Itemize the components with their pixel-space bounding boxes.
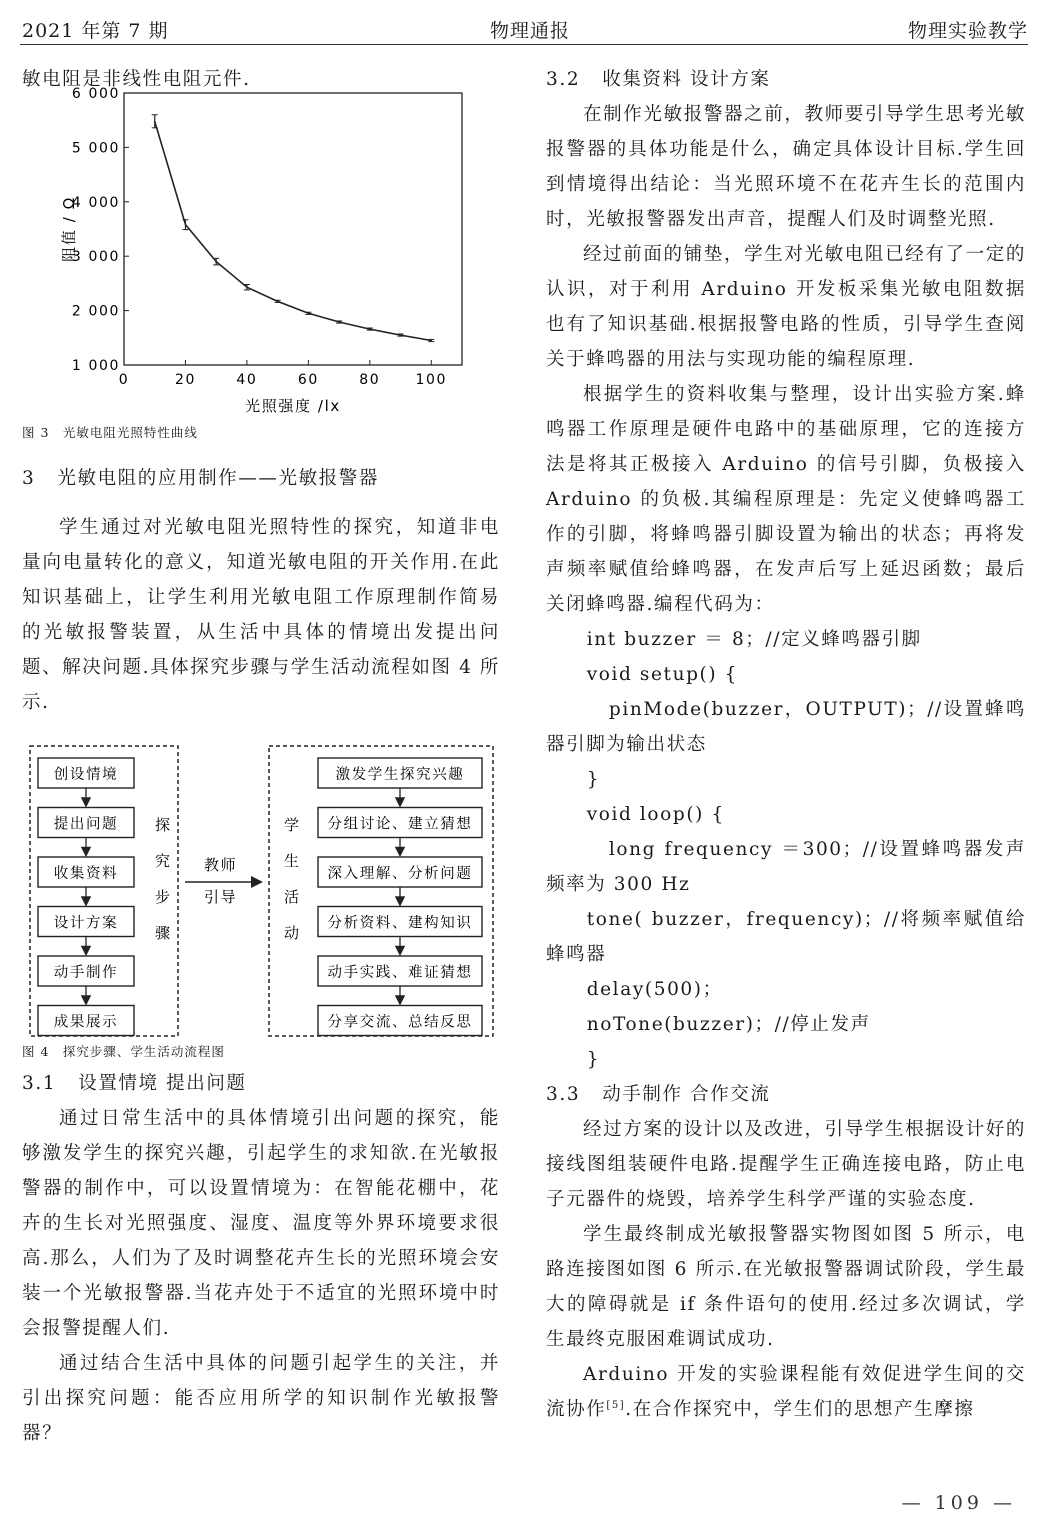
y-axis-label: 阻值 / Ω	[60, 196, 78, 262]
x-tick-label: 0	[118, 372, 130, 388]
teacher-label-1: 教师	[204, 856, 238, 874]
code-line: }	[586, 1049, 601, 1070]
activity-label-4: 动	[284, 924, 301, 942]
paragraph: 通过结合生活中具体的问题引起学生的关注，并引出探究问题：能否应用所学的知识制作光敏报警器？	[22, 1353, 500, 1444]
code-line: tone( buzzer，frequency)；//将频率赋值给蜂鸣器	[546, 909, 1026, 965]
x-tick-label: 100	[415, 372, 448, 388]
teacher-label-2: 引导	[204, 888, 238, 906]
paragraph-text: Arduino 开发的实验课程能有效促进学生间的交流协作	[546, 1364, 1026, 1420]
resistance-chart	[22, 86, 500, 437]
x-tick-label: 20	[174, 372, 196, 388]
intro-line: 敏电阻是非线性电阻元件.	[22, 69, 251, 90]
activity-label-3: 活	[284, 888, 301, 906]
figure-4-caption: 图 4 探究步骤、学生活动流程图	[22, 1044, 225, 1059]
section-3-2-title: 收集资料 设计方案	[602, 69, 771, 90]
step-label: 成果展示	[53, 1014, 119, 1031]
x-axis-label: 光照强度 /lx	[245, 397, 341, 415]
section-name: 物理实验教学	[907, 20, 1028, 42]
paragraph: 经过方案的设计以及改进，引导学生根据设计好的接线图组装硬件电路.提醒学生正确连接电路，防止电子元器件的烧毁，培养学生科学严谨的实验态度.	[546, 1119, 1026, 1210]
activity-label: 深入理解、分析问题	[327, 866, 473, 882]
paragraph: 学生通过对光敏电阻光照特性的探究，知道非电量向电量转化的意义，知道光敏电阻的开关作用.在此知识基础上，让学生利用光敏电阻工作原理制作简易的光敏报警装置，从生活中具体的情境出发提出问题、解决问题.具体探究步骤与学生活动流程如图 4 所示.	[22, 517, 501, 713]
x-tick-label: 80	[359, 372, 381, 388]
activities-frame	[269, 746, 493, 1036]
figure-4	[22, 734, 500, 1034]
section-3-3-title: 动手制作 合作交流	[602, 1084, 771, 1105]
activity-label: 分组讨论、建立猜想	[327, 816, 473, 833]
code-line: noTone(buzzer)；//停止发声	[586, 1014, 871, 1035]
activity-label: 分享交流、总结反思	[327, 1014, 473, 1031]
code-line: pinMode(buzzer，OUTPUT)；//设置蜂鸣器引脚为输出状态	[546, 699, 1026, 755]
issue-label: 2021 年第 7 期	[22, 20, 169, 42]
y-tick-label: 1 000	[71, 358, 120, 374]
section-3-3-heading	[546, 1077, 1026, 1112]
section-3-1-title: 设置情境 提出问题	[78, 1073, 247, 1094]
paragraph: 通过日常生活中的具体情境引出问题的探究，能够激发学生的探究兴趣，引起学生的求知欲.在光敏报警器的制作中，可以设置情境为：在智能花棚中，花卉的生长对光照强度、湿度、温度等外界环境要求很高.那么，人们为了及时调整花卉生长的光照环境会安装一个光敏报警器.当花卉处于不适宜的光照环境中时会报警提醒人们.	[22, 1108, 500, 1339]
section-3-2-number: 3.2	[546, 69, 581, 90]
step-label: 设计方案	[53, 915, 119, 932]
y-tick-label: 5 000	[71, 140, 120, 157]
y-tick-label: 6 000	[71, 86, 120, 102]
section-3-2-heading	[546, 62, 1026, 97]
section-3-1-number: 3.1	[22, 1073, 57, 1094]
code-line: }	[586, 769, 601, 790]
steps-label-2: 究	[155, 852, 172, 870]
activity-label: 激发学生探究兴趣	[335, 767, 465, 783]
section-3-3-number: 3.3	[546, 1084, 581, 1105]
activity-label-2: 生	[284, 852, 301, 870]
y-tick-label: 3 000	[71, 249, 120, 266]
citation-ref: [5]	[606, 1399, 626, 1411]
y-tick-label: 2 000	[71, 303, 120, 320]
code-line: int buzzer ＝ 8；//定义蜂鸣器引脚	[586, 629, 922, 650]
paragraph: 根据学生的资料收集与整理，设计出实验方案.蜂鸣器工作原理是硬件电路中的基础原理，它的连接方法是将其正极接入 Arduino 的信号引脚，负极接入 Arduino 的负极.其编程原理是：先定义使蜂鸣器工作的引脚，将蜂鸣器引脚设置为输出的状态；再将发声频率赋值给蜂鸣器，在发声后写上延迟函数；最后关闭蜂鸣器.编程代码为：	[546, 384, 1026, 615]
flowchart	[22, 734, 500, 1034]
right-column	[546, 62, 1026, 1427]
activity-label-1: 学	[284, 816, 301, 834]
x-tick-label: 60	[297, 372, 319, 388]
steps-label-4: 骤	[155, 924, 172, 942]
section-3-title: 光敏电阻的应用制作——光敏报警器	[57, 468, 379, 489]
steps-label-3: 步	[155, 888, 172, 906]
step-label: 提出问题	[53, 816, 119, 833]
page-number: — 109 —	[901, 1492, 1016, 1514]
code-line: void loop() {	[586, 804, 725, 825]
activity-label: 分析资料、建构知识	[327, 915, 473, 932]
paragraph: 经过前面的铺垫，学生对光敏电阻已经有了一定的认识，对于利用 Arduino 开发板采集光敏电阻数据也有了知识基础.根据报警电路的性质，引导学生查阅关于蜂鸣器的用法与实现功能的编程原理.	[546, 244, 1026, 370]
paragraph: 学生最终制成光敏报警器实物图如图 5 所示，电路连接图如图 6 所示.在光敏报警器调试阶段，学生最大的障碍就是 if 条件语句的使用.经过多次调试，学生最终克服困难调试成功.	[546, 1224, 1026, 1350]
resistance-series-line	[155, 121, 432, 340]
y-tick-label: 4 000	[71, 194, 120, 211]
code-line: void setup() {	[586, 664, 739, 685]
figure-3	[22, 86, 500, 437]
step-label: 动手制作	[53, 965, 119, 981]
paragraph	[546, 1357, 1026, 1427]
x-tick-label: 40	[236, 372, 258, 388]
step-label: 创设情境	[53, 767, 119, 783]
code-line: delay(500)；	[586, 979, 723, 1000]
plot-frame	[124, 93, 462, 365]
activity-label: 动手实践、难证猜想	[327, 965, 473, 981]
left-column	[22, 62, 500, 1451]
section-3-1-heading	[22, 1066, 500, 1101]
paragraph-text-tail: .在合作探究中，学生们的思想产生摩擦	[625, 1399, 975, 1420]
paragraph: 在制作光敏报警器之前，教师要引导学生思考光敏报警器的具体功能是什么，确定具体设计目标.学生回到情境得出结论：当光照环境不在花卉生长的范围内时，光敏报警器发出声音，提醒人们及时调整光照.	[546, 104, 1026, 230]
code-line: long frequency ＝300；//设置蜂鸣器发声频率为 300 Hz	[546, 839, 1026, 895]
section-3-heading	[22, 461, 500, 496]
step-label: 收集资料	[53, 866, 119, 882]
journal-name: 物理通报	[490, 20, 571, 42]
figure-3-caption: 图 3 光敏电阻光照特性曲线	[22, 425, 198, 440]
section-3-number: 3	[22, 468, 36, 489]
steps-label-1: 探	[155, 816, 172, 834]
page-header	[20, 14, 1028, 45]
